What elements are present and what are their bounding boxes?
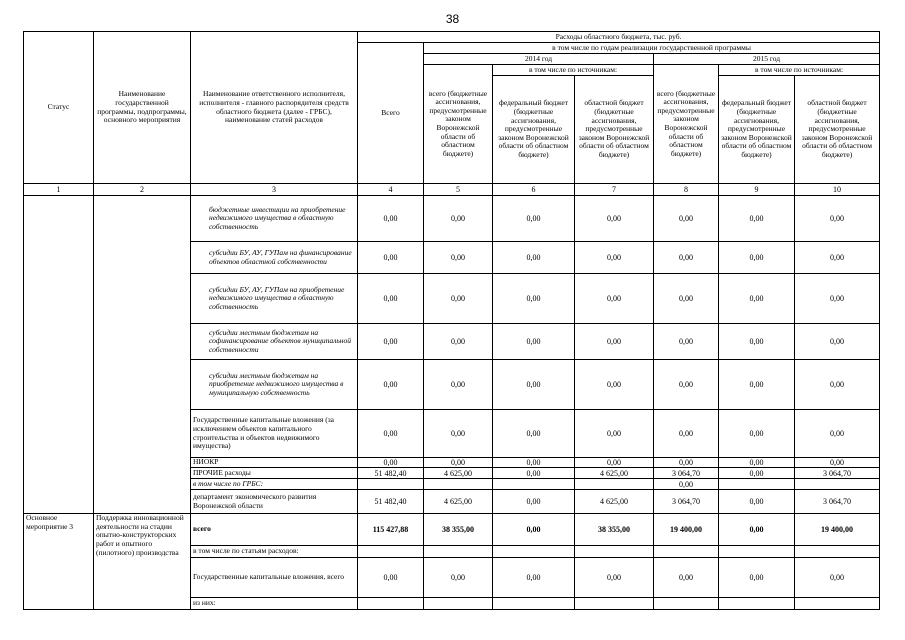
row-label: в том числе по ГРБС:: [191, 479, 358, 490]
value-cell: 0,00: [654, 410, 719, 458]
measure-3-section: [24, 514, 880, 610]
value-cell: [358, 598, 424, 610]
value-cell: 0,00: [719, 360, 795, 410]
value-cell: 19 400,00: [654, 514, 719, 546]
value-cell: 0,00: [358, 196, 424, 242]
value-cell: [575, 598, 654, 610]
value-cell: 0,00: [493, 274, 575, 324]
value-cell: 0,00: [493, 468, 575, 479]
col-number: 6: [493, 184, 575, 196]
value-cell: 4 625,00: [424, 468, 493, 479]
value-cell: 19 400,00: [795, 514, 880, 546]
value-cell: 0,00: [493, 514, 575, 546]
value-cell: 0,00: [358, 458, 424, 468]
value-cell: 0,00: [493, 558, 575, 598]
value-cell: 0,00: [654, 242, 719, 274]
value-cell: 0,00: [654, 458, 719, 468]
header-expenses-title: Расходы областного бюджета, тыс. руб.: [358, 32, 880, 43]
value-cell: [719, 598, 795, 610]
value-cell: [719, 479, 795, 490]
value-cell: 0,00: [358, 360, 424, 410]
value-cell: 51 482,40: [358, 490, 424, 514]
table-header: [24, 32, 880, 196]
col-number: 4: [358, 184, 424, 196]
header-col7: областной бюджет (бюджетные ассигнования, предусмотренные законом Воронежской области об областном бюджете): [575, 76, 654, 184]
header-total: Всего: [358, 43, 424, 184]
value-cell: 0,00: [575, 558, 654, 598]
value-cell: [358, 479, 424, 490]
value-cell: 4 625,00: [575, 490, 654, 514]
row-label: субсидии местным бюджетам на приобретение недвижимого имущества в муниципальную собственность: [191, 360, 358, 410]
value-cell: [795, 598, 880, 610]
value-cell: 0,00: [575, 274, 654, 324]
value-cell: 0,00: [424, 558, 493, 598]
value-cell: 38 355,00: [575, 514, 654, 546]
row-label: бюджетные инвестиции на приобретение недвижимого имущества в областную собственность: [191, 196, 358, 242]
value-cell: 0,00: [575, 410, 654, 458]
value-cell: [424, 546, 493, 558]
col-number: 7: [575, 184, 654, 196]
value-cell: 0,00: [719, 196, 795, 242]
value-cell: 0,00: [358, 324, 424, 360]
value-cell: 3 064,70: [654, 468, 719, 479]
header-col9: федеральный бюджет (бюджетные ассигнования, предусмотренные законом Воронежской области об областном бюджете): [719, 76, 795, 184]
value-cell: 0,00: [654, 479, 719, 490]
header-year-2014: 2014 год: [424, 54, 654, 65]
value-cell: 0,00: [795, 360, 880, 410]
value-cell: [424, 598, 493, 610]
value-cell: 0,00: [493, 360, 575, 410]
value-cell: 0,00: [795, 242, 880, 274]
value-cell: 0,00: [424, 360, 493, 410]
row-label: НИОКР: [191, 458, 358, 468]
value-cell: 3 064,70: [654, 490, 719, 514]
value-cell: 0,00: [719, 274, 795, 324]
value-cell: 0,00: [654, 324, 719, 360]
value-cell: [493, 598, 575, 610]
value-cell: 0,00: [654, 196, 719, 242]
value-cell: 0,00: [493, 242, 575, 274]
header-by-sources-2015: в том числе по источникам:: [719, 65, 880, 76]
header-col8: всего (бюджетные ассигнования, предусмотренные законом Воронежской области об областном бюджете): [654, 65, 719, 184]
value-cell: [493, 479, 575, 490]
value-cell: 0,00: [358, 410, 424, 458]
value-cell: 4 625,00: [575, 468, 654, 479]
header-col6: федеральный бюджет (бюджетные ассигнования, предусмотренные законом Воронежской области об областном бюджете): [493, 76, 575, 184]
value-cell: 51 482,40: [358, 468, 424, 479]
col-number: 2: [94, 184, 191, 196]
value-cell: [795, 546, 880, 558]
header-by-years: в том числе по годам реализации государственной программы: [424, 43, 880, 54]
value-cell: [719, 546, 795, 558]
value-cell: [575, 546, 654, 558]
header-col10: областной бюджет (бюджетные ассигнования, предусмотренные законом Воронежской области об областном бюджете): [795, 76, 880, 184]
status-cell-empty: [24, 196, 94, 514]
row-label: субсидии БУ, АУ, ГУПам на финансирование объектов областной собственности: [191, 242, 358, 274]
value-cell: 0,00: [424, 410, 493, 458]
value-cell: 0,00: [575, 458, 654, 468]
row-label: всего: [191, 514, 358, 546]
value-cell: 0,00: [575, 196, 654, 242]
value-cell: [654, 598, 719, 610]
value-cell: 0,00: [493, 196, 575, 242]
value-cell: 0,00: [493, 410, 575, 458]
value-cell: 0,00: [795, 458, 880, 468]
value-cell: 0,00: [424, 324, 493, 360]
value-cell: 0,00: [795, 324, 880, 360]
value-cell: 0,00: [719, 514, 795, 546]
table-body: [24, 196, 880, 514]
value-cell: 0,00: [719, 410, 795, 458]
col-number: 10: [795, 184, 880, 196]
value-cell: 0,00: [493, 490, 575, 514]
value-cell: 0,00: [575, 242, 654, 274]
row-label: Государственные капитальные вложения, всего: [191, 558, 358, 598]
value-cell: 4 625,00: [424, 490, 493, 514]
value-cell: 3 064,70: [795, 490, 880, 514]
header-col5: всего (бюджетные ассигнования, предусмотренные законом Воронежской области об областном бюджете): [424, 65, 493, 184]
value-cell: [575, 479, 654, 490]
col-number: 8: [654, 184, 719, 196]
value-cell: 0,00: [719, 468, 795, 479]
value-cell: 0,00: [719, 324, 795, 360]
value-cell: 0,00: [358, 558, 424, 598]
value-cell: 0,00: [795, 410, 880, 458]
measure-name: Поддержка инновационной деятельности на стадии опытно-конструкторских работ и опытного (пилотного) производства: [94, 514, 191, 610]
value-cell: 0,00: [795, 274, 880, 324]
value-cell: 0,00: [575, 360, 654, 410]
header-by-sources-2014: в том числе по источникам:: [493, 65, 654, 76]
value-cell: 0,00: [424, 458, 493, 468]
value-cell: 0,00: [424, 196, 493, 242]
measure-status: Основное мероприятие 3: [24, 514, 94, 610]
value-cell: 0,00: [493, 324, 575, 360]
value-cell: 3 064,70: [795, 468, 880, 479]
value-cell: 0,00: [654, 558, 719, 598]
row-label: субсидии местным бюджетам на софинансирование объектов муниципальной собственности: [191, 324, 358, 360]
col-number: 5: [424, 184, 493, 196]
value-cell: 0,00: [358, 242, 424, 274]
row-label: департамент экономического развития Воронежской области: [191, 490, 358, 514]
col-number: 3: [191, 184, 358, 196]
budget-table: [23, 31, 880, 610]
value-cell: 0,00: [719, 242, 795, 274]
value-cell: 0,00: [654, 360, 719, 410]
value-cell: 38 355,00: [424, 514, 493, 546]
value-cell: 0,00: [424, 274, 493, 324]
header-executor: Наименование ответственного исполнителя, исполнителя - главного распорядителя средств областного бюджета (далее - ГРБС), наименование статей расходов: [191, 32, 358, 184]
table-row: [24, 514, 880, 546]
table-row: [24, 196, 880, 242]
value-cell: 115 427,88: [358, 514, 424, 546]
row-label: ПРОЧИЕ расходы: [191, 468, 358, 479]
value-cell: 0,00: [493, 458, 575, 468]
header-year-2015: 2015 год: [654, 54, 880, 65]
value-cell: [493, 546, 575, 558]
row-label: из них:: [191, 598, 358, 610]
value-cell: [795, 479, 880, 490]
value-cell: 0,00: [719, 458, 795, 468]
value-cell: 0,00: [358, 274, 424, 324]
value-cell: 0,00: [719, 558, 795, 598]
row-label: Государственные капитальные вложения (за исключением объектов капитального строительства и объектов недвижимого имущества): [191, 410, 358, 458]
row-label: субсидии БУ, АУ, ГУПам на приобретение недвижимого имущества в областную собственность: [191, 274, 358, 324]
value-cell: 0,00: [795, 558, 880, 598]
value-cell: 0,00: [654, 274, 719, 324]
header-program-name: Наименование государственной программы, подпрограммы, основного мероприятия: [94, 32, 191, 184]
value-cell: 0,00: [575, 324, 654, 360]
row-label: в том числе по статьям расходов:: [191, 546, 358, 558]
value-cell: 0,00: [795, 196, 880, 242]
value-cell: 0,00: [719, 490, 795, 514]
program-cell-empty: [94, 196, 191, 514]
value-cell: 0,00: [424, 242, 493, 274]
col-number: 9: [719, 184, 795, 196]
page-number: 38: [445, 12, 460, 26]
value-cell: [358, 546, 424, 558]
header-status: Статус: [24, 32, 94, 184]
col-number: 1: [24, 184, 94, 196]
value-cell: [654, 546, 719, 558]
value-cell: [424, 479, 493, 490]
